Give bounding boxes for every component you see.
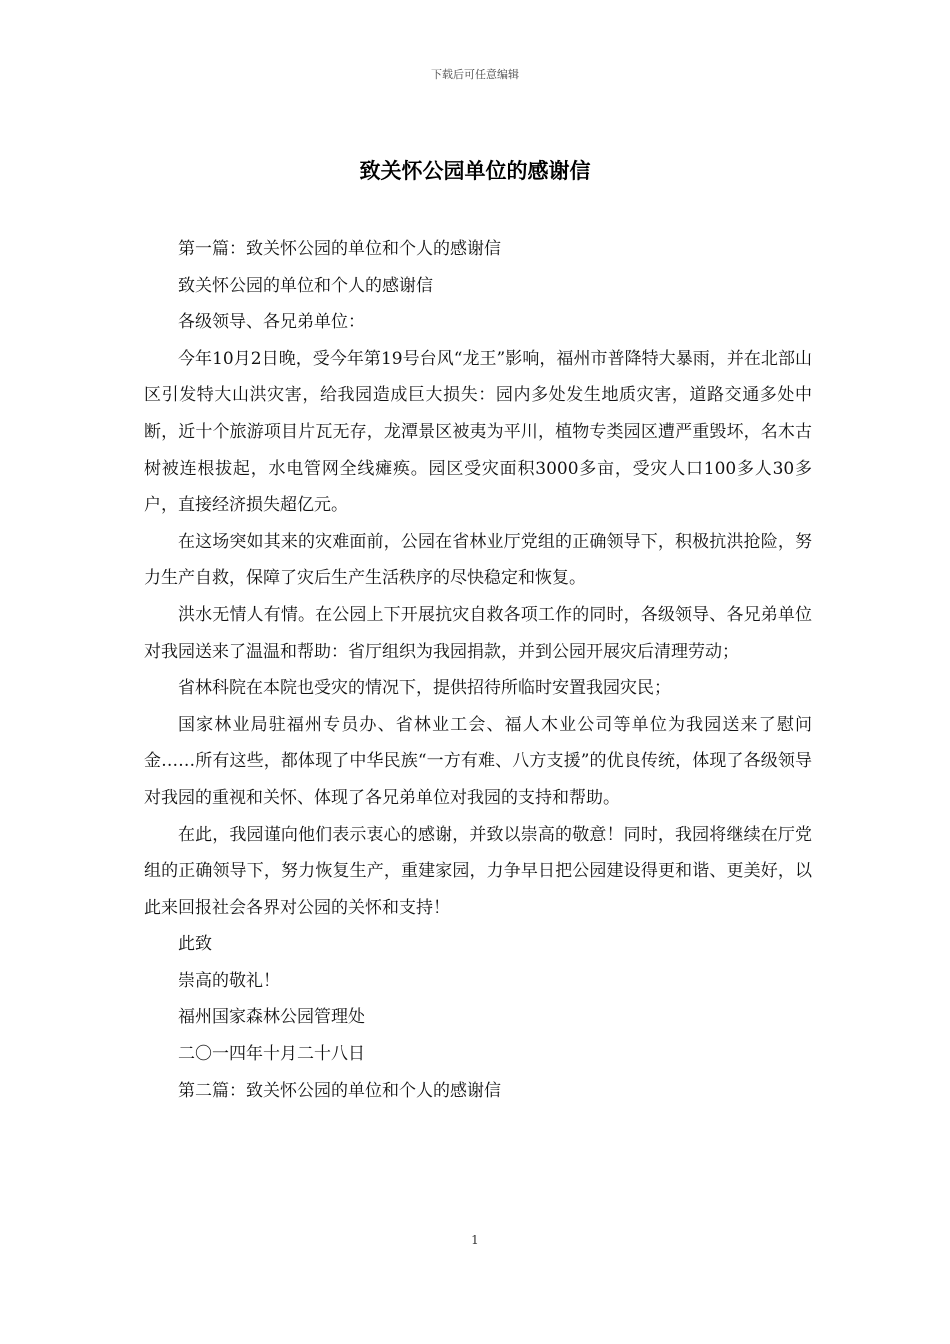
paragraph-donations: 国家林业局驻福州专员办、省林业工会、福人木业公司等单位为我园送来了慰问金……所有这些，都体现了中华民族“一方有难、八方支援”的优良传统，体现了各级领导对我园的重视和关怀、体现了各兄弟单位对我园的支持和帮助。	[144, 714, 812, 808]
paragraph-date: 二〇一四年十月二十八日	[178, 1044, 365, 1065]
paragraph-part-two-heading: 第二篇：致关怀公园的单位和个人的感谢信	[178, 1080, 501, 1101]
paragraph-recovery: 在这场突如其来的灾难面前，公园在省林业厅党组的正确领导下，积极抗洪抢险，努力生产自救，保障了灾后生产生活秩序的尽快稳定和恢复。	[144, 531, 812, 589]
header-note: 下载后可任意编辑	[431, 68, 519, 81]
paragraph-part-one-heading: 第一篇：致关怀公园的单位和个人的感谢信	[178, 239, 501, 259]
paragraph-signature-org: 福州国家森林公园管理处	[178, 1007, 365, 1028]
paragraph-subtitle: 致关怀公园的单位和个人的感谢信	[178, 275, 433, 296]
document-title: 致关怀公园单位的感谢信	[359, 159, 591, 183]
paragraph-assistance: 洪水无情人有情。在公园上下开展抗灾自救各项工作的同时，各级领导、各兄弟单位对我园送来了温温和帮助：省厅组织为我园捐款，并到公园开展灾后清理劳动；	[144, 604, 812, 662]
paragraph-forestry-academy: 省林科院在本院也受灾的情况下，提供招待所临时安置我园灾民；	[178, 678, 671, 699]
paragraph-disaster-description: 今年10月2日晚，受今年第19号台风“龙王”影响，福州市普降特大暴雨，并在北部山区引发特大山洪灾害，给我园造成巨大损失：园内多处发生地质灾害，道路交通多处中断，近十个旅游项目片瓦无存，龙潭景区被夷为平川，植物专类园区遭严重毁坏，名木古树被连根拔起，水电管网全线瘫痪。园区受灾面积3000多亩，受灾人口100多人30多户，直接经济损失超亿元。	[144, 348, 812, 516]
paragraph-salutation: 各级领导、各兄弟单位：	[178, 312, 365, 333]
page-number: 1	[471, 1233, 479, 1247]
paragraph-regards: 崇高的敬礼！	[178, 970, 280, 991]
document-body	[144, 231, 812, 1109]
paragraph-closing: 此致	[178, 934, 212, 955]
paragraph-gratitude: 在此，我园谨向他们表示衷心的感谢，并致以崇高的敬意！同时，我园将继续在厅党组的正确领导下，努力恢复生产，重建家园，力争早日把公园建设得更和谐、更美好，以此来回报社会各界对公园的关怀和支持！	[144, 824, 812, 918]
